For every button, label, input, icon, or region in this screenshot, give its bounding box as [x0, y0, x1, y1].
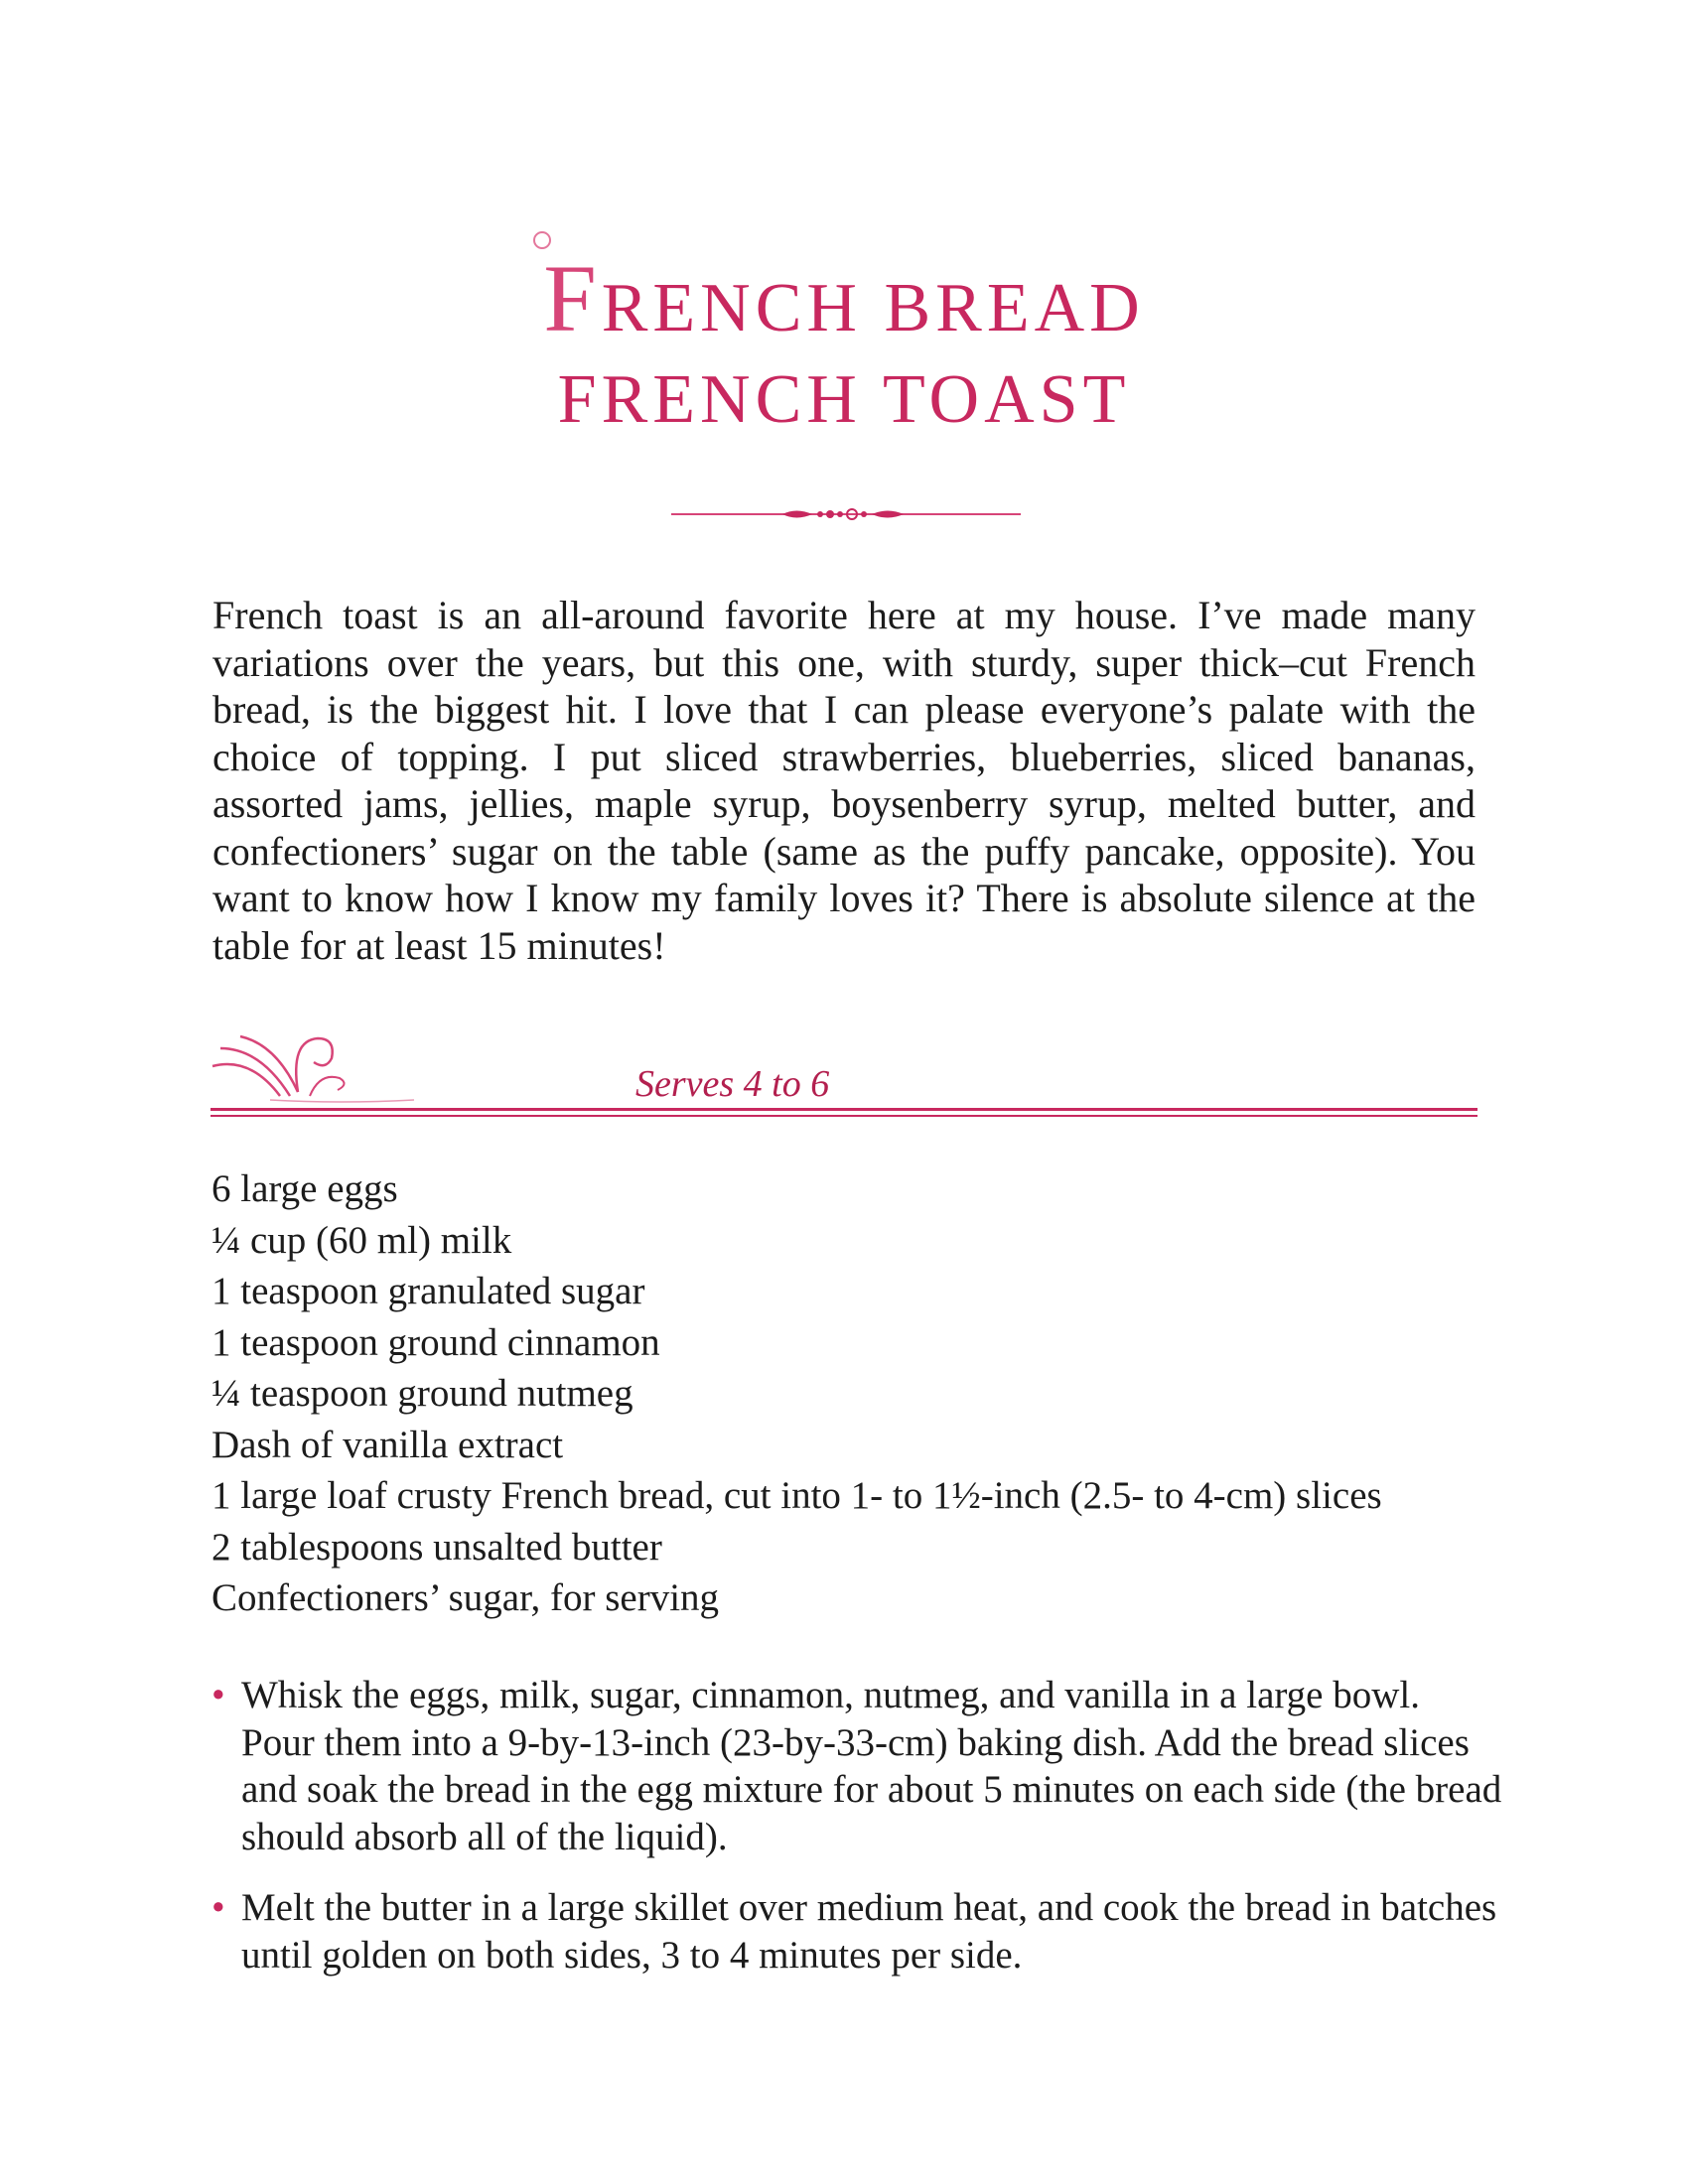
method-step-text: Whisk the eggs, milk, sugar, cinnamon, nutmeg, and vanilla in a large bowl. Pour them into a 9-by-13-inch (23-by-33-cm) baking dish. Add the bread slices and soak the bread in the egg mixture for about 5 minutes on each side (the bread should absorb all of the liquid). — [241, 1674, 1502, 1858]
ingredient-list — [211, 1163, 1502, 1624]
ingredient-item: 1 teaspoon granulated sugar — [211, 1270, 645, 1312]
ingredient-item: 1 teaspoon ground cinnamon — [211, 1320, 660, 1364]
ingredient-item: 2 tablespoons unsalted butter — [211, 1525, 662, 1569]
method-steps — [211, 1672, 1502, 2002]
ingredient-item: ¼ teaspoon ground nutmeg — [211, 1372, 633, 1415]
title-line-1-text: RENCH BREAD — [601, 270, 1145, 346]
ingredient-item: ¼ cup (60 ml) milk — [211, 1218, 512, 1262]
method-step — [211, 1884, 1502, 1979]
serves-rule-top — [211, 1108, 1477, 1111]
ingredient-item: 1 large loaf crusty French bread, cut into 1- to 1½-inch (2.5- to 4-cm) slices — [211, 1474, 1382, 1517]
serves-rule-bottom — [211, 1115, 1477, 1117]
serves-label: Serves 4 to 6 — [635, 1063, 830, 1105]
bullet-icon: • — [211, 1886, 225, 1929]
title-dropcap: F — [543, 245, 602, 351]
ingredient-item: Confectioners’ sugar, for serving — [211, 1576, 720, 1619]
ornamental-divider-icon — [671, 502, 1021, 526]
bullet-icon: • — [211, 1674, 225, 1716]
swirl-ornament-icon — [211, 1026, 414, 1106]
serves-header — [211, 1021, 1477, 1120]
recipe-intro: French toast is an all-around favorite here at my house. I’ve made many variations over the years, but this one, with sturdy, super thick–cut French bread, is the biggest hit. I love that I can please everyone’s palate with the choice of topping. I put sliced strawberries, blueberries, sliced bananas, assorted jams, jellies, maple syrup, boysenberry syrup, melted butter, and confectioners’ sugar on the table (same as the puffy pancake, opposite). You want to know how I know my family loves it? There is absolute silence at the table for at least 15 minutes! — [212, 593, 1476, 968]
title-line-1 — [0, 245, 1688, 354]
ingredient-item: Dash of vanilla extract — [211, 1423, 564, 1466]
title-line-2: FRENCH TOAST — [557, 361, 1131, 438]
recipe-title — [0, 245, 1688, 446]
method-step — [211, 1672, 1502, 1860]
method-step-text: Melt the butter in a large skillet over medium heat, and cook the bread in batches until golden on both sides, 3 to 4 minutes per side. — [241, 1886, 1497, 1977]
ingredient-item: 6 large eggs — [211, 1167, 398, 1210]
